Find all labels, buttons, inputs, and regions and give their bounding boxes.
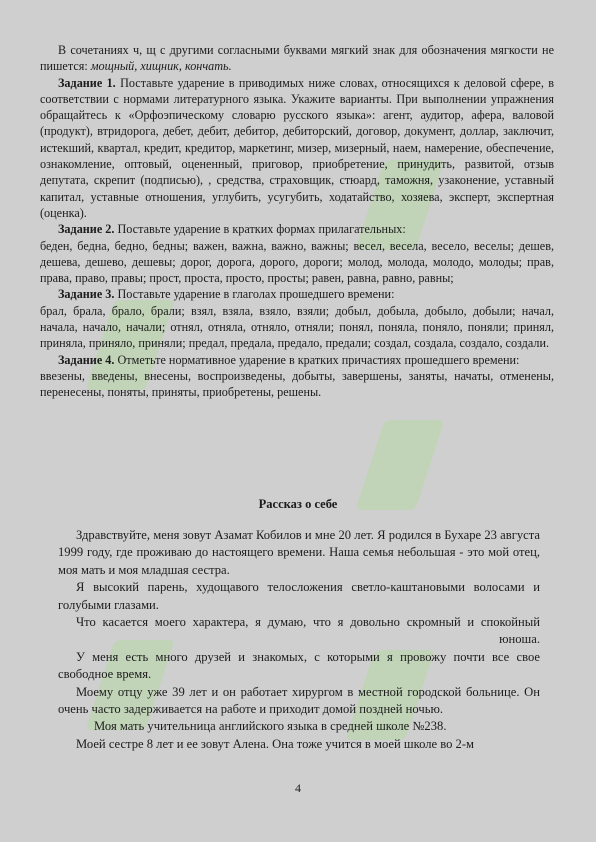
page-number: 4 bbox=[295, 781, 301, 795]
task4-words: ввезены, введены, внесены, воспроизведены, добыты, завершены, заняты, начаты, отменены, перенесены, поняты, приняты, приобретены, решены. bbox=[40, 368, 554, 400]
essay-paragraph-1: Здравствуйте, меня зовут Азамат Кобилов и мне 20 лет. Я родился в Бухаре 23 августа 1999 году, где проживаю до настоящего времени. Наша семья небольшая - это мой отец, моя мать и моя младшая сестра. bbox=[58, 528, 540, 577]
essay-paragraph-3b: юноша. bbox=[499, 632, 540, 647]
task2-text: Поставьте ударение в кратких формах прилагательных: bbox=[114, 222, 406, 237]
essay-paragraph-5: Моему отцу уже 39 лет и он работает хирургом в местной городской больнице. Он очень часто задерживается на работе и приходит домой поздней ночью. bbox=[58, 684, 540, 717]
task4-label: Задание 4. bbox=[58, 352, 115, 367]
essay-paragraph-3a: Что касается моего характера, я думаю, что я довольно скромный и спокойный bbox=[76, 615, 540, 630]
task3-text: Поставьте ударение в глаголах прошедшего времени: bbox=[114, 287, 395, 302]
task4-heading bbox=[40, 352, 554, 368]
task3-words: брал, брала, брало, брали; взял, взяла, взяло, взяли; добыл, добыла, добыло, добыли; начал, начала, начало, начали; отнял, отняла, отняло, отняли; понял, поняла, поняло, поняли; принял, приняла, приняло, приняли; предал, предала, предало, предали; создал, создала, создало, создали. bbox=[40, 303, 554, 351]
essay-paragraph-7: Моей сестре 8 лет и ее зовут Алена. Она тоже учится в моей школе во 2-м bbox=[76, 736, 474, 751]
essay-title: Рассказ о себе bbox=[258, 497, 338, 511]
exercise-section bbox=[40, 42, 554, 401]
intro-examples: мощный, хищник, кончать. bbox=[90, 59, 232, 74]
task1-text: Поставьте ударение в приводимых ниже словах, относящихся к деловой сфере, в соответствии с нормами литературного языка. Укажите варианты. При выполнении упражнения обращайтесь к «Орфоэпическому словарю русского языка»: агент, аудитор, афера, валовой (продукт), втридорога, дебет, дебит, дебитор, дебиторский, договор, документ, доллар, заключит, истекший, квартал, кредит, кредитор, маркетинг, мизер, мизерный, наем, намерение, обеспечение, ознакомление, оптовый, оцененный, приговор, приобретение, принудить, развитой, отзыв депутата, скрепит (подписью), , средства, страховщик, стюард, таможня, узаконение, уставный капитал, уставные отношения, углубить, усугубить, ходатайство, хозяева, эксперт, экспертная (оценка). bbox=[40, 75, 554, 220]
task4-text: Отметьте нормативное ударение в кратких причастиях прошедшего времени: bbox=[114, 352, 520, 367]
essay-paragraph-2: Я высокий парень, худощавого телосложения светло-каштановыми волосами и голубыми глазами. bbox=[58, 580, 540, 612]
intro-paragraph bbox=[40, 42, 554, 75]
essay-body bbox=[58, 527, 540, 753]
essay-paragraph-6: Моя мать учительница английского языка в средней школе №238. bbox=[94, 719, 447, 734]
task3-heading bbox=[40, 286, 554, 302]
task1-paragraph bbox=[40, 75, 554, 222]
task1-label: Задание 1. bbox=[58, 75, 116, 90]
task3-label: Задание 3. bbox=[58, 287, 115, 302]
essay-paragraph-4: У меня есть много друзей и знакомых, с которыми я провожу почти все свое свободное время. bbox=[58, 649, 540, 682]
task2-words: беден, бедна, бедно, бедны; важен, важна, важно, важны; весел, весела, весело, веселы; дешев, дешева, дешево, дешевы; дорог, дорога, дорого, дороги; молод, молода, молодо, молоды; прав, права, право, правы; прост, проста, просто, просты; равен, равна, равно, равны; bbox=[40, 238, 554, 286]
task2-label: Задание 2. bbox=[58, 222, 115, 237]
task2-heading bbox=[40, 221, 554, 237]
intro-text: В сочетаниях ч, щ с другими согласными буквами мягкий знак для обозначения мягкости не пишется: bbox=[40, 43, 554, 74]
